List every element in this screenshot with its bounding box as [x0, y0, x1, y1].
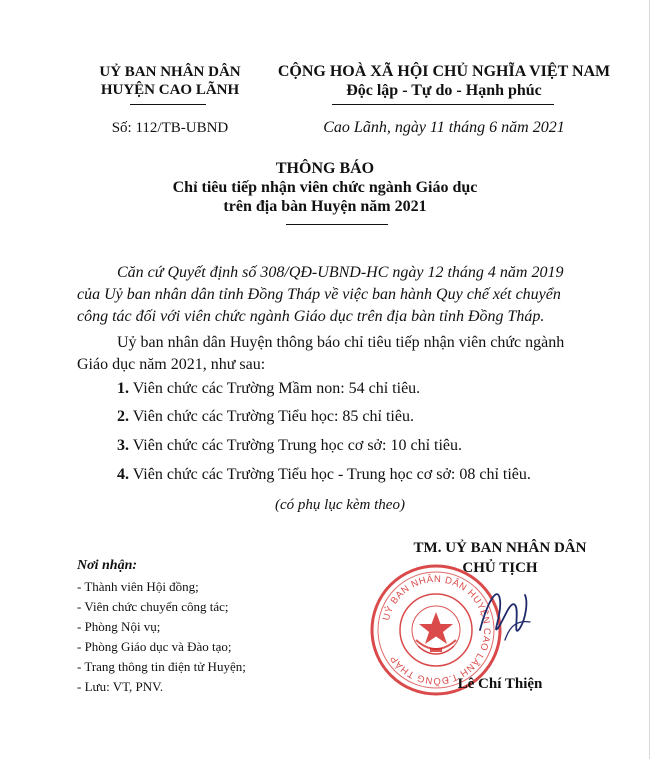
basis-line3: công tác đối với viên chức ngành Giáo dục trên địa bàn tỉnh Đồng Tháp. [77, 308, 545, 325]
appendix-note: (có phụ lục kèm theo) [275, 497, 405, 513]
recipient-item: - Phòng Nội vụ; [77, 619, 161, 634]
quota-item-3 [117, 437, 462, 455]
document-number: Số: 112/TB-UBND [111, 120, 229, 136]
quota-item-1 [117, 380, 420, 398]
seal-ring-text: UỶ BAN NHÂN DÂN HUYỆN CAO LÃNH T.ĐỒNG THÁP [380, 573, 493, 687]
recipient-item: - Thành viên Hội đồng; [77, 579, 199, 594]
quota-item-text: Viên chức các Trường Trung học cơ sở: 10 chỉ tiêu. [129, 437, 462, 454]
intro-line2: Giáo dục năm 2021, như sau: [77, 356, 266, 373]
quota-item-4 [117, 466, 531, 484]
recipients-heading: Nơi nhận: [77, 558, 138, 573]
quota-item-number: 2. [117, 408, 129, 425]
title-underline [286, 224, 388, 225]
recipient-item: - Trang thông tin điện tử Huyện; [77, 659, 246, 674]
quota-item-number: 1. [117, 380, 129, 397]
quota-item-text: Viên chức các Trường Tiểu học - Trung học cơ sở: 08 chỉ tiêu. [129, 466, 531, 483]
agency-name-line2: HUYỆN CAO LÃNH [100, 82, 240, 98]
recipient-item: - Lưu: VT, PNV. [77, 679, 164, 694]
motto-underline [332, 104, 554, 105]
document-type: THÔNG BÁO [275, 160, 375, 177]
chairman-title: CHỦ TỊCH [462, 560, 538, 576]
quota-item-number: 3. [117, 437, 129, 454]
agency-name-line1: UỶ BAN NHÂN DÂN [99, 64, 241, 80]
subject-line1: Chỉ tiêu tiếp nhận viên chức ngành Giáo dục [172, 179, 478, 196]
quota-item-number: 4. [117, 466, 129, 483]
intro-line1: Uỷ ban nhân dân Huyện thông báo chỉ tiêu tiếp nhận viên chức ngành [117, 334, 565, 351]
basis-line2: của Uỷ ban nhân dân tỉnh Đồng Tháp về việc ban hành Quy chế xét chuyển [77, 286, 561, 303]
place-date: Cao Lãnh, ngày 11 tháng 6 năm 2021 [323, 119, 565, 136]
quota-item-text: Viên chức các Trường Mầm non: 54 chỉ tiêu. [129, 380, 421, 397]
quota-item-text: Viên chức các Trường Tiểu học: 85 chỉ tiêu. [129, 408, 414, 425]
basis-line1: Căn cứ Quyết định số 308/QĐ-UBND-HC ngày 12 tháng 4 năm 2019 [117, 264, 564, 281]
national-title: CỘNG HOÀ XÃ HỘI CHỦ NGHĨA VIỆT NAM [277, 63, 611, 80]
recipient-item: - Phòng Giáo dục và Đào tạo; [77, 639, 232, 654]
agency-underline [130, 104, 206, 105]
recipient-item: - Viên chức chuyển công tác; [77, 599, 229, 614]
signer-name: Lê Chí Thiện [457, 676, 543, 692]
on-behalf-title: TM. UỶ BAN NHÂN DÂN [413, 540, 587, 556]
quota-item-2 [117, 408, 414, 426]
national-motto: Độc lập - Tự do - Hạnh phúc [346, 82, 542, 99]
handwritten-signature [470, 580, 540, 650]
subject-line2: trên địa bàn Huyện năm 2021 [223, 198, 427, 215]
